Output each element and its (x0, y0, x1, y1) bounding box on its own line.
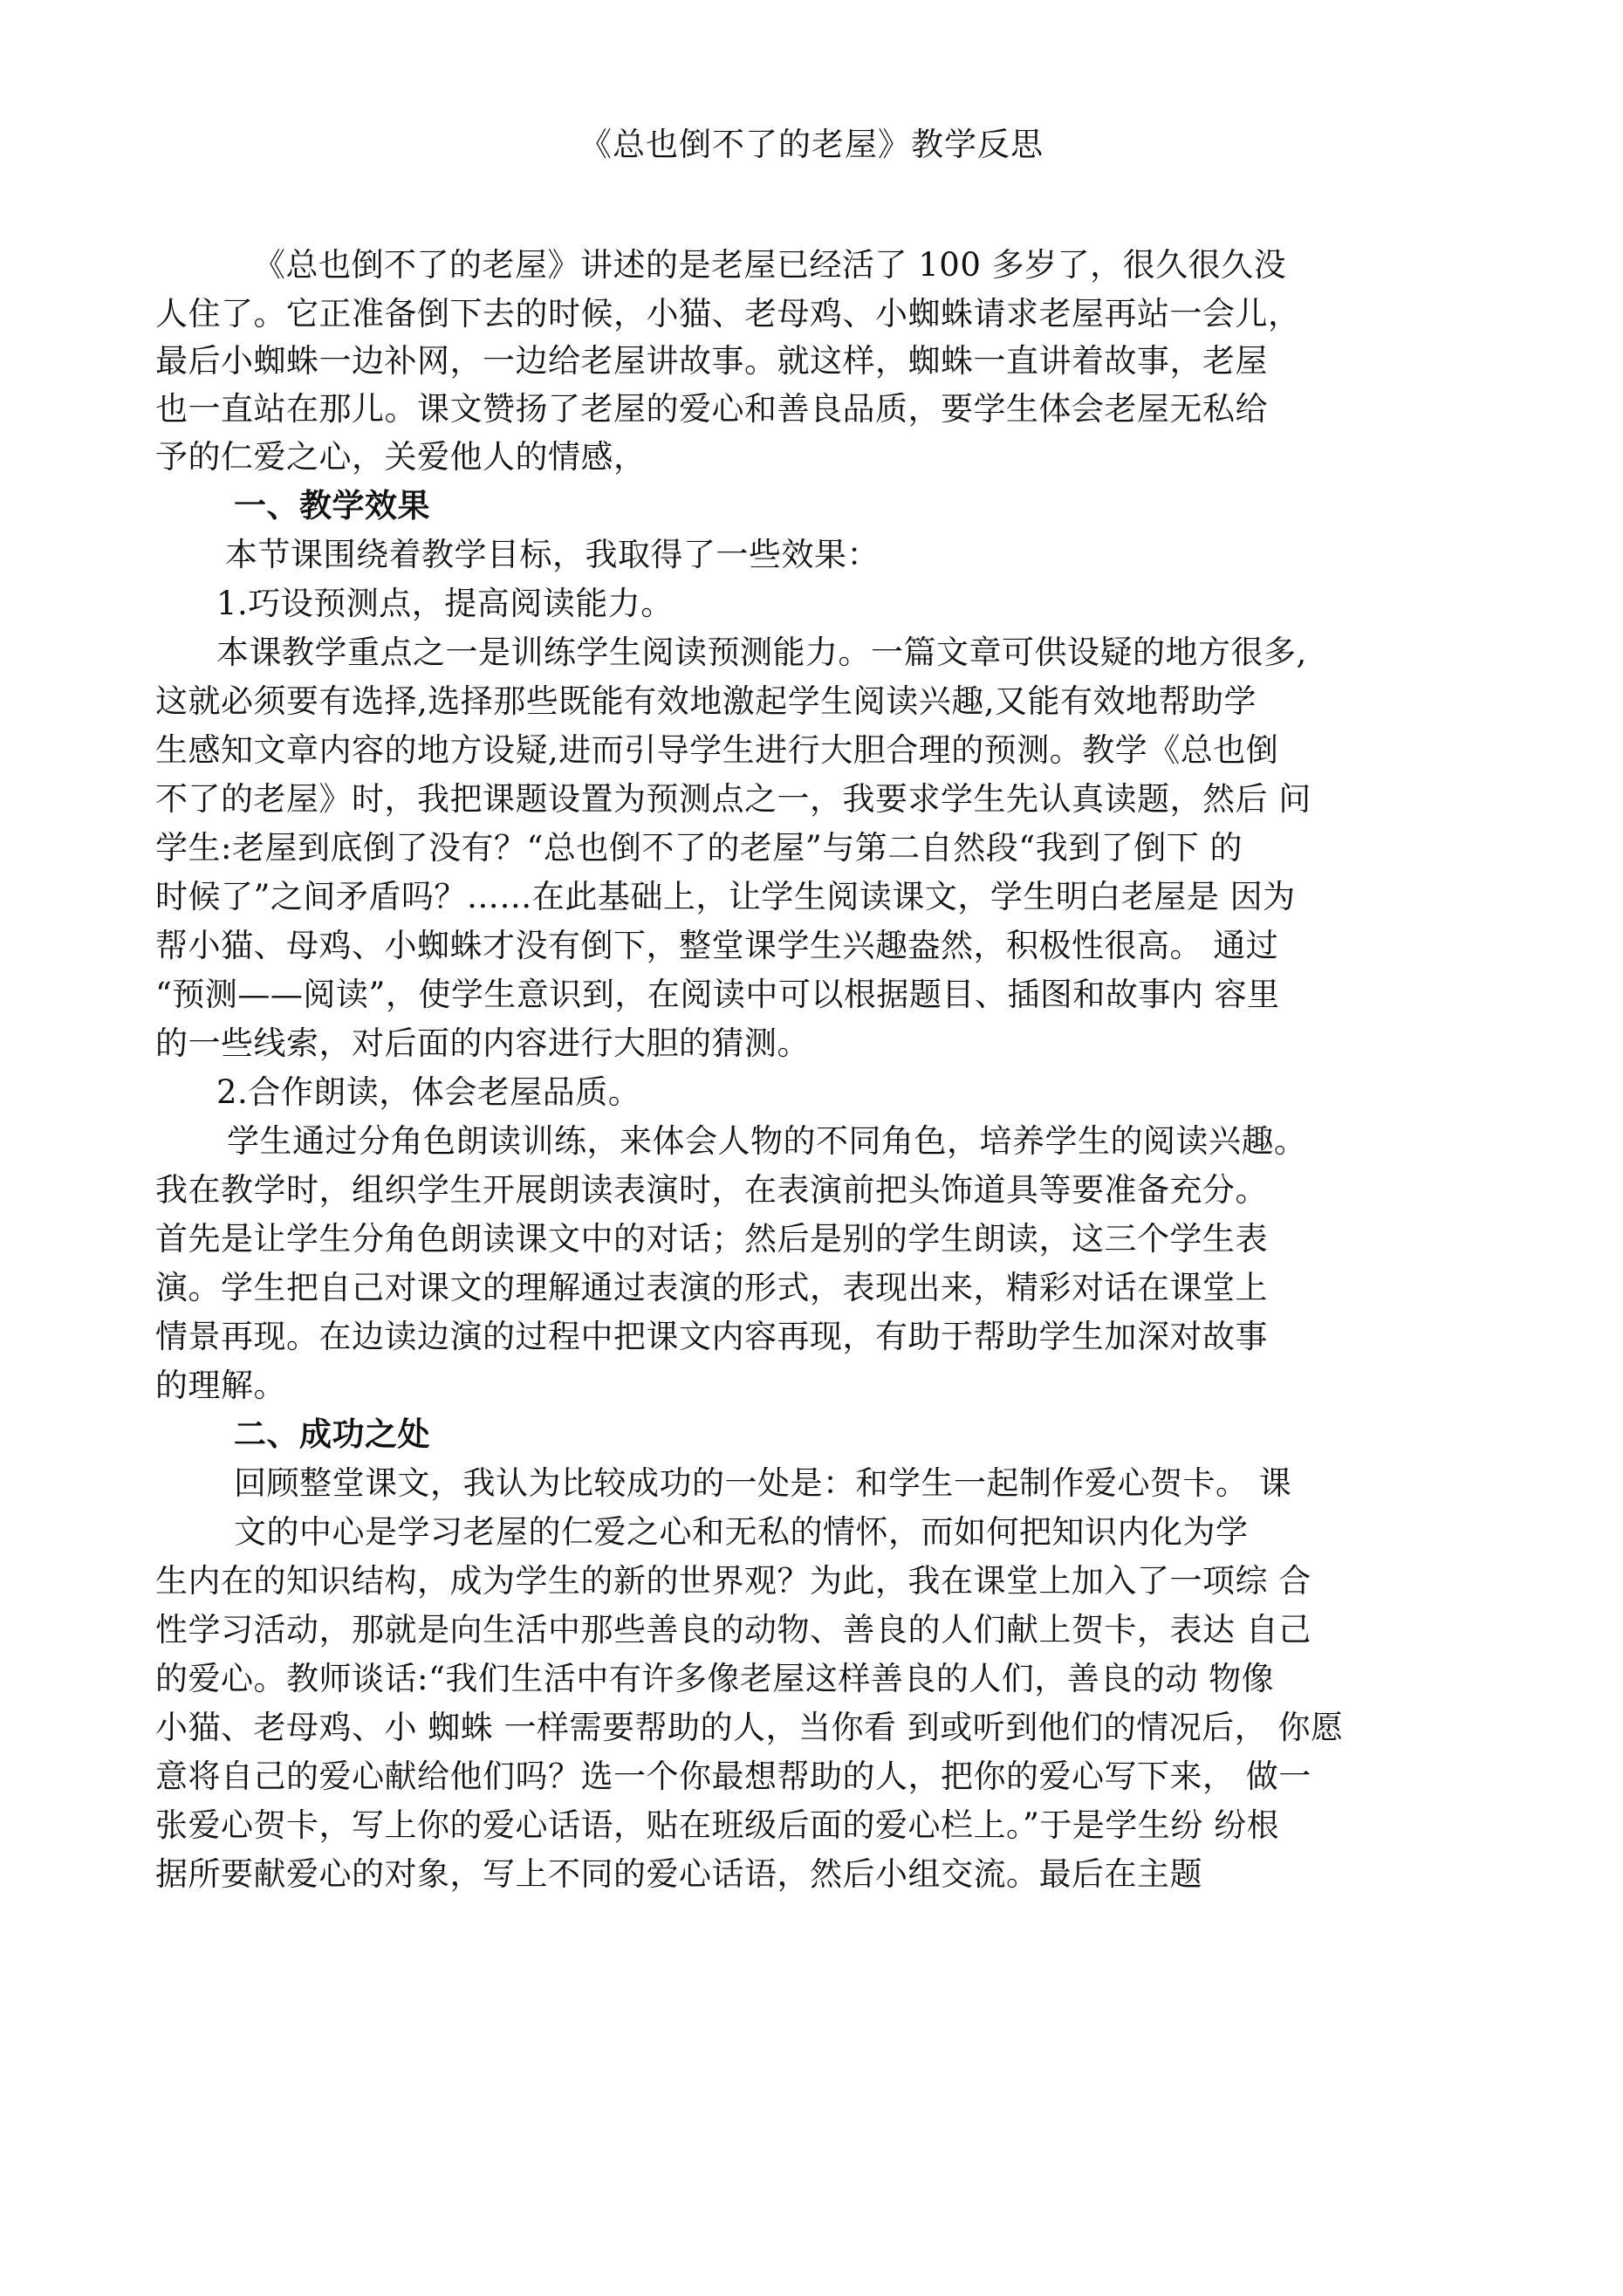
subheading-line: 2.合作朗读，体会老屋品质。 (216, 1073, 641, 1111)
paragraph-line: 的爱心。教师谈话:“我们生活中有许多像老屋这样善良的人们，善良的动 物像 (155, 1660, 1275, 1697)
paragraph-line: 小猫、老母鸡、小 蜘蛛 一样需要帮助的人，当你看 到或听到他们的情况后， 你愿 (155, 1709, 1344, 1746)
paragraph-line: 生内在的知识结构，成为学生的新的世界观？为此，我在课堂上加入了一项综 合 (155, 1562, 1311, 1600)
section-heading-success: 二、成功之处 (234, 1415, 430, 1453)
paragraph-line: 学生通过分角色朗读训练，来体会人物的不同角色，培养学生的阅读兴趣。 (227, 1122, 1307, 1160)
paragraph-line: 的理解。 (155, 1367, 286, 1404)
paragraph-line: 张爱心贺卡，写上你的爱心话语，贴在班级后面的爱心栏上。”于是学生纷 纷根 (155, 1806, 1280, 1844)
paragraph-line: 帮小猫、母鸡、小蜘蛛才没有倒下，整堂课学生兴趣盎然，积极性很高。 通过 (155, 927, 1279, 964)
paragraph-line: 首先是让学生分角色朗读课文中的对话；然后是别的学生朗读，这三个学生表 (155, 1220, 1268, 1258)
paragraph-line: 意将自己的爱心献给他们吗？选一个你最想帮助的人，把你的爱心写下来， 做一 (155, 1758, 1311, 1795)
paragraph-line: 生感知文章内容的地方设疑,进而引导学生进行大胆合理的预测。教学《总也倒 (155, 731, 1279, 769)
document-title: 《总也倒不了的老屋》教学反思 (579, 126, 1044, 163)
paragraph-line: 演。学生把自己对课文的理解通过表演的形式，表现出来，精彩对话在课堂上 (155, 1269, 1268, 1306)
paragraph-line: 人住了。它正准备倒下去的时候，小猫、老母鸡、小蜘蛛请求老屋再站一会儿， (155, 295, 1301, 332)
section-heading-teaching-effect: 一、教学效果 (234, 487, 430, 524)
paragraph-line: 据所要献爱心的对象，写上不同的爱心话语，然后小组交流。最后在主题 (155, 1855, 1202, 1893)
paragraph-line: 予的仁爱之心，关爱他人的情感， (155, 438, 647, 476)
paragraph-line: 文的中心是学习老屋的仁爱之心和无私的情怀，而如何把知识内化为学 (234, 1513, 1249, 1551)
paragraph-line: 《总也倒不了的老屋》讲述的是老屋已经活了 100 多岁了，很久很久没 (253, 246, 1287, 284)
paragraph-line: 性学习活动，那就是向生活中那些善良的动物、善良的人们献上贺卡，表达 自己 (155, 1611, 1311, 1648)
paragraph-line: 情景再现。在边读边演的过程中把课文内容再现，有助于帮助学生加深对故事 (155, 1318, 1268, 1355)
paragraph-line: 不了的老屋》时，我把课题设置为预测点之一，我要求学生先认真读题，然后 问 (155, 780, 1311, 818)
paragraph-line: 本节课围绕着教学目标，我取得了一些效果： (225, 536, 880, 573)
paragraph-line: “预测——阅读”，使学生意识到，在阅读中可以根据题目、插图和故事内 容里 (155, 976, 1280, 1013)
paragraph-line: 本课教学重点之一是训练学生阅读预测能力。一篇文章可供设疑的地方很多, (216, 634, 1307, 671)
paragraph-line: 也一直站在那儿。课文赞扬了老屋的爱心和善良品质，要学生体会老屋无私给 (155, 390, 1268, 428)
paragraph-line: 的一些线索，对后面的内容进行大胆的猜测。 (155, 1025, 810, 1062)
paragraph-line: 最后小蜘蛛一边补网，一边给老屋讲故事。就这样，蜘蛛一直讲着故事，老屋 (155, 342, 1268, 380)
paragraph-line: 学生:老屋到底倒了没有？“总也倒不了的老屋”与第二自然段“我到了倒下 的 (155, 829, 1243, 867)
paragraph-line: 我在教学时，组织学生开展朗读表演时，在表演前把头饰道具等要准备充分。 (155, 1171, 1268, 1209)
paragraph-line: 回顾整堂课文，我认为比较成功的一处是：和学生一起制作爱心贺卡。 课 (234, 1464, 1292, 1502)
paragraph-line: 时候了”之间矛盾吗？……在此基础上，让学生阅读课文，学生明白老屋是 因为 (155, 878, 1296, 915)
subheading-line: 1.巧设预测点，提高阅读能力。 (216, 585, 674, 622)
paragraph-line: 这就必须要有选择,选择那些既能有效地激起学生阅读兴趣,又能有效地帮助学 (155, 682, 1257, 720)
